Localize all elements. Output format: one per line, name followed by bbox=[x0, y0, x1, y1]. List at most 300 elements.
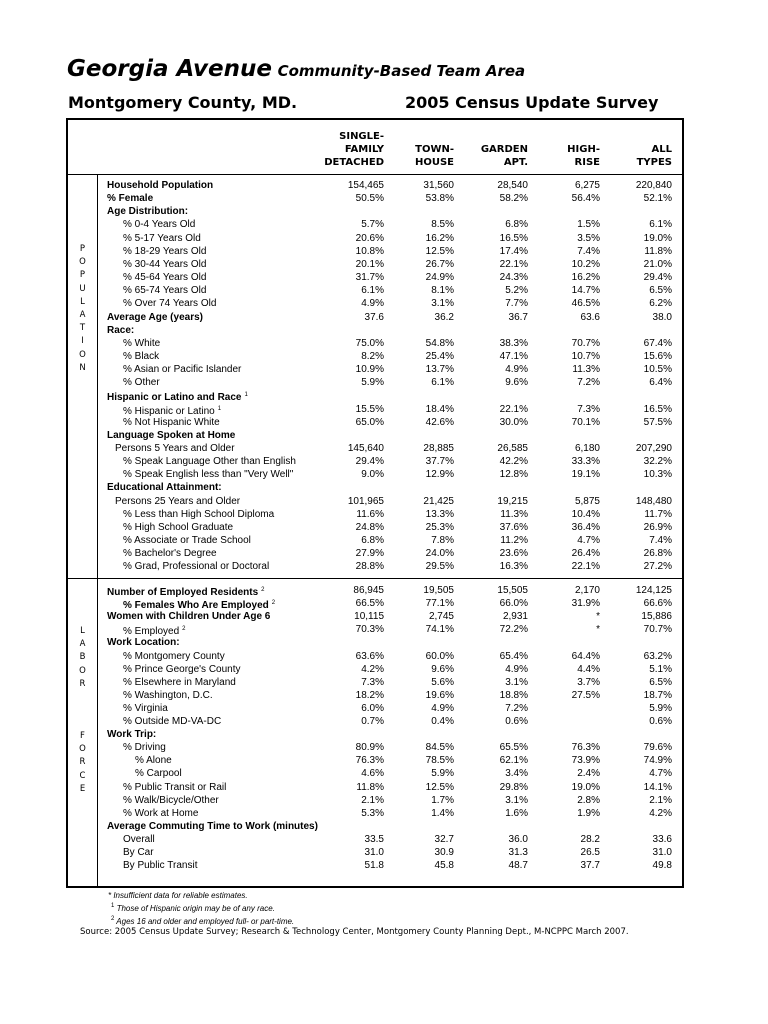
col-header-garden-apt: GARDEN APT. bbox=[480, 144, 528, 168]
subtitle-survey: 2005 Census Update Survey bbox=[405, 93, 659, 112]
row-value: 27.9% bbox=[355, 548, 384, 560]
row-label: Educational Attainment: bbox=[107, 482, 222, 494]
row-label: Persons 5 Years and Older bbox=[115, 443, 235, 454]
table-row bbox=[68, 218, 682, 231]
row-value: 37.7% bbox=[425, 456, 454, 468]
row-value: 16.2% bbox=[425, 232, 454, 244]
row-value: 3.1% bbox=[431, 298, 454, 310]
row-value: 13.7% bbox=[425, 364, 454, 376]
row-label: % Bachelor's Degree bbox=[123, 548, 217, 560]
row-value: 26.7% bbox=[425, 258, 454, 270]
table-row bbox=[68, 521, 682, 534]
row-value: 24.0% bbox=[425, 548, 454, 560]
row-value: 78.5% bbox=[425, 755, 454, 767]
row-value: 19.6% bbox=[425, 689, 454, 701]
row-value: 24.3% bbox=[499, 272, 528, 284]
row-label: % Public Transit or Rail bbox=[123, 781, 227, 793]
title-rest: Community-Based Team Area bbox=[277, 62, 526, 80]
row-value: 19,215 bbox=[497, 495, 528, 507]
row-label: % Montgomery County bbox=[123, 650, 225, 662]
row-value: 21.0% bbox=[643, 258, 672, 270]
table-row bbox=[68, 311, 682, 324]
row-value: 22.1% bbox=[571, 561, 600, 573]
row-value: 15.6% bbox=[643, 350, 672, 362]
row-value: 1.6% bbox=[505, 807, 528, 819]
row-value: 4.7% bbox=[577, 535, 600, 547]
row-value: 1.7% bbox=[431, 794, 454, 806]
row-value: 16.2% bbox=[571, 272, 600, 284]
row-value: 3.4% bbox=[505, 768, 528, 780]
row-value: 145,640 bbox=[347, 443, 384, 454]
table-row bbox=[68, 597, 682, 610]
row-value: 76.3% bbox=[355, 755, 384, 767]
row-label: Race: bbox=[107, 324, 135, 336]
side-label-force: F O R C E bbox=[79, 731, 86, 794]
table-row bbox=[68, 689, 682, 702]
row-label: % White bbox=[123, 337, 161, 349]
table-row bbox=[68, 623, 682, 636]
row-value: 73.9% bbox=[571, 755, 600, 767]
row-value: 154,465 bbox=[347, 180, 384, 191]
row-value: 65.5% bbox=[499, 742, 528, 754]
row-value: 5.7% bbox=[361, 219, 384, 231]
row-value: 66.6% bbox=[643, 598, 672, 610]
row-value: 0.7% bbox=[361, 716, 384, 727]
table-row bbox=[68, 205, 682, 218]
row-value: * bbox=[596, 624, 600, 636]
row-label: % Speak Language Other than English bbox=[123, 456, 296, 468]
row-value: 6.8% bbox=[361, 535, 384, 547]
row-value: 6,275 bbox=[574, 180, 600, 191]
row-value: 36.7 bbox=[508, 311, 528, 323]
row-value: 84.5% bbox=[425, 742, 454, 754]
row-label: % Alone bbox=[135, 755, 172, 767]
row-value: 10.4% bbox=[571, 508, 600, 520]
row-value: 66.5% bbox=[355, 598, 384, 610]
row-value: 0.6% bbox=[505, 716, 528, 727]
row-value: 7.3% bbox=[361, 676, 384, 688]
footnote: $^2$ Ages 16 and older and employed full- or part-time. bbox=[111, 916, 295, 926]
table-row bbox=[68, 192, 682, 205]
table-row bbox=[68, 610, 682, 623]
row-value: 10.7% bbox=[571, 350, 600, 362]
row-value: 32.2% bbox=[643, 456, 672, 468]
row-value: 1.5% bbox=[577, 219, 600, 231]
row-value: 5.3% bbox=[361, 807, 384, 819]
table-row bbox=[68, 389, 682, 402]
row-label: By Car bbox=[123, 847, 154, 858]
row-value: 42.2% bbox=[499, 456, 528, 468]
row-value: 19.0% bbox=[643, 232, 672, 244]
row-value: 7.2% bbox=[577, 377, 600, 389]
table-row bbox=[68, 350, 682, 363]
row-value: 6.8% bbox=[505, 219, 528, 231]
row-value: 33.6 bbox=[652, 833, 672, 845]
row-value: 26.8% bbox=[643, 548, 672, 560]
row-value: 33.3% bbox=[571, 456, 600, 468]
row-value: 75.0% bbox=[355, 337, 384, 349]
row-value: 80.9% bbox=[355, 742, 384, 754]
table-row bbox=[68, 258, 682, 271]
row-value: 19.1% bbox=[571, 469, 600, 481]
footnote: * Insufficient data for reliable estimates. bbox=[108, 891, 248, 900]
row-value: 5,875 bbox=[574, 495, 600, 507]
table-row bbox=[68, 728, 682, 741]
row-label: % Speak English less than "Very Well" bbox=[123, 469, 294, 481]
table-row bbox=[68, 284, 682, 297]
table-row bbox=[68, 702, 682, 715]
row-value: 22.1% bbox=[499, 258, 528, 270]
row-value: 2.8% bbox=[577, 794, 600, 806]
row-label: % Black bbox=[123, 350, 160, 362]
row-label: Persons 25 Years and Older bbox=[115, 495, 241, 507]
row-value: 58.2% bbox=[499, 193, 528, 205]
row-value: 56.4% bbox=[571, 193, 600, 205]
row-value: 4.9% bbox=[505, 364, 528, 376]
row-value: 148,480 bbox=[635, 495, 672, 507]
table-row bbox=[68, 636, 682, 649]
row-value: 11.8% bbox=[356, 781, 384, 793]
table-row bbox=[68, 495, 682, 508]
row-value: 19,505 bbox=[423, 585, 454, 596]
header-divider bbox=[68, 174, 682, 175]
row-value: 6.4% bbox=[649, 377, 672, 389]
row-value: 70.3% bbox=[355, 624, 384, 636]
row-value: 6.1% bbox=[649, 219, 672, 231]
row-value: 28.2 bbox=[580, 833, 600, 845]
row-value: 9.0% bbox=[361, 469, 384, 481]
row-value: 2,931 bbox=[502, 611, 528, 623]
row-value: 18.2% bbox=[355, 689, 384, 701]
row-value: 77.1% bbox=[425, 598, 454, 610]
table-row bbox=[68, 271, 682, 284]
row-value: 70.1% bbox=[571, 416, 600, 428]
row-value: 38.3% bbox=[499, 337, 528, 349]
row-value: 29.5% bbox=[425, 561, 454, 573]
row-value: 2.1% bbox=[649, 794, 672, 806]
row-value: 79.6% bbox=[643, 742, 672, 754]
row-value: 5.9% bbox=[649, 702, 672, 714]
table-row bbox=[68, 650, 682, 663]
row-value: 15.5% bbox=[355, 403, 384, 415]
row-value: 66.0% bbox=[499, 598, 528, 610]
row-label: % 5-17 Years Old bbox=[123, 232, 201, 244]
row-value: 6.5% bbox=[649, 676, 672, 688]
data-table bbox=[66, 118, 684, 888]
row-value: 31.3 bbox=[508, 847, 528, 858]
row-label: % Prince George's County bbox=[123, 663, 241, 675]
row-value: 31.7% bbox=[355, 272, 384, 284]
row-value: 207,290 bbox=[635, 443, 672, 454]
row-value: 16.5% bbox=[643, 403, 672, 415]
table-row bbox=[68, 376, 682, 389]
row-value: 18.7% bbox=[643, 689, 672, 701]
side-label-population: P O P U L A T I O N bbox=[79, 244, 86, 373]
row-value: 11.7% bbox=[644, 508, 672, 520]
row-value: 10.8% bbox=[355, 245, 384, 257]
row-label: Average Commuting Time to Work (minutes) bbox=[107, 820, 318, 832]
row-value: 5.6% bbox=[431, 676, 454, 688]
table-row bbox=[68, 179, 682, 192]
row-value: 10.3% bbox=[643, 469, 672, 481]
row-value: 70.7% bbox=[571, 337, 600, 349]
row-value: 10,115 bbox=[354, 611, 384, 623]
row-value: 31.9% bbox=[571, 598, 600, 610]
row-label: % Asian or Pacific Islander bbox=[123, 364, 242, 376]
row-value: 10.5% bbox=[643, 364, 672, 376]
row-value: 5.9% bbox=[431, 768, 454, 780]
row-value: 15,886 bbox=[641, 611, 672, 623]
row-value: 8.1% bbox=[431, 285, 454, 297]
row-value: 25.4% bbox=[425, 350, 454, 362]
row-value: 31.0 bbox=[364, 847, 384, 858]
row-label: % Virginia bbox=[123, 702, 168, 714]
table-row bbox=[68, 833, 682, 846]
table-row bbox=[68, 807, 682, 820]
row-value: 45.8 bbox=[434, 860, 454, 872]
table-row bbox=[68, 324, 682, 337]
row-value: 12.9% bbox=[425, 469, 454, 481]
row-label: By Public Transit bbox=[123, 860, 198, 872]
row-value: 6.1% bbox=[361, 285, 384, 297]
row-value: 86,945 bbox=[353, 585, 384, 596]
row-value: 22.1% bbox=[499, 403, 528, 415]
row-value: 4.9% bbox=[431, 702, 454, 714]
row-value: 50.5% bbox=[355, 193, 384, 205]
table-row bbox=[68, 508, 682, 521]
table-row bbox=[68, 859, 682, 872]
table-row bbox=[68, 794, 682, 807]
section-divider bbox=[68, 578, 682, 579]
source-line: Source: 2005 Census Update Survey; Research & Technology Center, Montgomery County Planning Dept., M-NCPPC March 2007. bbox=[80, 927, 629, 937]
table-row bbox=[68, 232, 682, 245]
row-value: 4.2% bbox=[649, 807, 672, 819]
row-value: 74.1% bbox=[425, 624, 454, 636]
row-value: 7.4% bbox=[577, 245, 600, 257]
row-value: 2,745 bbox=[428, 611, 454, 623]
row-value: 9.6% bbox=[431, 663, 454, 675]
row-label: % 30-44 Years Old bbox=[123, 258, 207, 270]
row-value: 15,505 bbox=[497, 585, 528, 596]
row-label: % Other bbox=[123, 377, 160, 389]
row-value: 26.9% bbox=[643, 521, 672, 533]
row-value: 20.6% bbox=[355, 232, 384, 244]
row-value: 74.9% bbox=[643, 755, 672, 767]
row-label: % Carpool bbox=[135, 768, 182, 780]
row-label: Work Trip: bbox=[107, 729, 157, 741]
row-value: 8.2% bbox=[361, 350, 384, 362]
row-value: 63.6 bbox=[580, 311, 600, 323]
table-row bbox=[68, 767, 682, 780]
table-row bbox=[68, 584, 682, 597]
row-value: 5.2% bbox=[505, 285, 528, 297]
row-value: 48.7 bbox=[508, 860, 528, 872]
row-value: 70.7% bbox=[643, 624, 672, 636]
row-value: 11.3% bbox=[500, 508, 528, 520]
row-value: 14.7% bbox=[571, 285, 600, 297]
row-label: Hispanic or Latino and Race $^1$ bbox=[107, 392, 248, 404]
row-value: 6.5% bbox=[649, 285, 672, 297]
row-value: 65.4% bbox=[499, 650, 528, 662]
row-value: 37.7 bbox=[580, 860, 600, 872]
row-value: 7.4% bbox=[649, 535, 672, 547]
row-value: 7.3% bbox=[577, 403, 600, 415]
row-value: 8.5% bbox=[431, 219, 454, 231]
row-value: 12.5% bbox=[425, 781, 454, 793]
row-value: 6.1% bbox=[431, 377, 454, 389]
row-value: 31,560 bbox=[423, 180, 454, 191]
row-label: % Washington, D.C. bbox=[123, 689, 213, 701]
row-value: 72.2% bbox=[499, 624, 528, 636]
row-value: 53.8% bbox=[425, 193, 454, 205]
row-label: % Walk/Bicycle/Other bbox=[123, 794, 219, 806]
row-value: * bbox=[596, 611, 600, 623]
table-row bbox=[68, 481, 682, 494]
row-label: % Not Hispanic White bbox=[123, 416, 220, 428]
table-row bbox=[68, 416, 682, 429]
row-label: Number of Employed Residents $^2$ bbox=[107, 587, 265, 598]
row-value: 18.8% bbox=[499, 689, 528, 701]
row-label: % Elsewhere in Maryland bbox=[123, 676, 236, 688]
table-row bbox=[68, 676, 682, 689]
col-header-townhouse: TOWN- HOUSE bbox=[414, 144, 454, 168]
row-value: 11.8% bbox=[644, 245, 672, 257]
table-row bbox=[68, 429, 682, 442]
row-label: % Work at Home bbox=[123, 807, 199, 819]
row-value: 0.4% bbox=[431, 716, 454, 727]
table-row bbox=[68, 741, 682, 754]
row-value: 42.6% bbox=[425, 416, 454, 428]
row-value: 4.7% bbox=[649, 768, 672, 780]
col-header-all-types: ALL TYPES bbox=[636, 144, 672, 168]
row-value: 10.9% bbox=[355, 364, 384, 376]
row-value: 27.2% bbox=[643, 561, 672, 573]
row-label: Work Location: bbox=[107, 637, 180, 649]
row-value: 10.2% bbox=[571, 258, 600, 270]
row-value: 67.4% bbox=[643, 337, 672, 349]
row-value: 27.5% bbox=[571, 689, 600, 701]
row-value: 29.4% bbox=[355, 456, 384, 468]
table-row bbox=[68, 547, 682, 560]
row-value: 124,125 bbox=[635, 585, 672, 596]
row-value: 1.4% bbox=[431, 807, 454, 819]
row-value: 7.2% bbox=[505, 702, 528, 714]
row-value: 46.5% bbox=[571, 298, 600, 310]
title-main: Georgia Avenue bbox=[67, 56, 272, 82]
row-value: 26,585 bbox=[497, 443, 528, 454]
row-value: 38.0 bbox=[652, 311, 672, 323]
row-value: 11.3% bbox=[572, 364, 600, 376]
row-label: % Females Who Are Employed $^2$ bbox=[123, 600, 276, 612]
row-value: 28,540 bbox=[497, 180, 528, 191]
row-value: 26.4% bbox=[571, 548, 600, 560]
row-label: % Less than High School Diploma bbox=[123, 508, 275, 520]
row-value: 4.9% bbox=[505, 663, 528, 675]
row-value: 12.8% bbox=[499, 469, 528, 481]
row-value: 13.3% bbox=[425, 508, 454, 520]
row-value: 4.2% bbox=[361, 663, 384, 675]
row-value: 20.1% bbox=[355, 258, 384, 270]
row-value: 16.3% bbox=[499, 561, 528, 573]
row-value: 3.5% bbox=[577, 232, 600, 244]
row-value: 7.7% bbox=[505, 298, 528, 310]
row-value: 2.4% bbox=[577, 768, 600, 780]
row-label: % Hispanic or Latino $^1$ bbox=[123, 405, 222, 417]
row-value: 33.5 bbox=[364, 833, 384, 845]
table-row bbox=[68, 663, 682, 676]
row-value: 18.4% bbox=[425, 403, 454, 415]
row-value: 7.8% bbox=[431, 535, 454, 547]
row-label: Women with Children Under Age 6 bbox=[107, 611, 271, 623]
row-value: 31.0 bbox=[652, 847, 672, 858]
table-row bbox=[68, 337, 682, 350]
row-value: 65.0% bbox=[355, 416, 384, 428]
row-value: 51.8 bbox=[364, 860, 384, 872]
row-value: 4.4% bbox=[577, 663, 600, 675]
row-value: 60.0% bbox=[425, 650, 454, 662]
col-header-high-rise: HIGH- RISE bbox=[567, 144, 600, 168]
subtitle-county: Montgomery County, MD. bbox=[68, 93, 298, 112]
table-row bbox=[68, 820, 682, 833]
row-value: 16.5% bbox=[499, 232, 528, 244]
row-label: Age Distribution: bbox=[107, 206, 189, 218]
row-value: 2.1% bbox=[361, 794, 384, 806]
row-value: 49.8 bbox=[652, 860, 672, 872]
row-value: 21,425 bbox=[423, 495, 454, 507]
row-value: 11.6% bbox=[356, 508, 384, 520]
row-value: 57.5% bbox=[643, 416, 672, 428]
row-value: 6,180 bbox=[574, 443, 600, 454]
row-value: 54.8% bbox=[425, 337, 454, 349]
row-value: 26.5 bbox=[580, 847, 600, 858]
row-label: % 45-64 Years Old bbox=[123, 272, 207, 284]
row-value: 29.4% bbox=[643, 272, 672, 284]
row-value: 64.4% bbox=[571, 650, 600, 662]
row-value: 6.2% bbox=[649, 298, 672, 310]
row-value: 32.7 bbox=[434, 833, 454, 845]
table-row bbox=[68, 363, 682, 376]
row-value: 101,965 bbox=[347, 495, 384, 507]
row-value: 37.6 bbox=[364, 311, 384, 323]
row-label: Household Population bbox=[107, 180, 214, 191]
row-value: 36.4% bbox=[571, 521, 600, 533]
row-value: 62.1% bbox=[499, 755, 528, 767]
row-label: % 18-29 Years Old bbox=[123, 245, 207, 257]
row-value: 47.1% bbox=[499, 350, 528, 362]
row-label: % Associate or Trade School bbox=[123, 535, 251, 547]
row-value: 29.8% bbox=[499, 781, 528, 793]
row-value: 1.9% bbox=[577, 807, 600, 819]
row-value: 30.0% bbox=[499, 416, 528, 428]
footnote: $^1$ Those of Hispanic origin may be of any race. bbox=[111, 903, 275, 913]
table-row bbox=[68, 442, 682, 455]
row-value: 17.4% bbox=[499, 245, 528, 257]
row-value: 6.0% bbox=[361, 702, 384, 714]
table-row bbox=[68, 403, 682, 416]
row-value: 52.1% bbox=[643, 193, 672, 205]
table-row bbox=[68, 715, 682, 728]
side-label-labor: L A B O R bbox=[79, 626, 86, 689]
row-label: % Female bbox=[107, 193, 154, 205]
row-value: 24.8% bbox=[355, 521, 384, 533]
row-value: 4.9% bbox=[361, 298, 384, 310]
row-value: 5.9% bbox=[361, 377, 384, 389]
row-value: 28,885 bbox=[423, 443, 454, 454]
table-row bbox=[68, 455, 682, 468]
row-value: 28.8% bbox=[355, 561, 384, 573]
row-value: 23.6% bbox=[499, 548, 528, 560]
row-value: 11.2% bbox=[500, 535, 528, 547]
